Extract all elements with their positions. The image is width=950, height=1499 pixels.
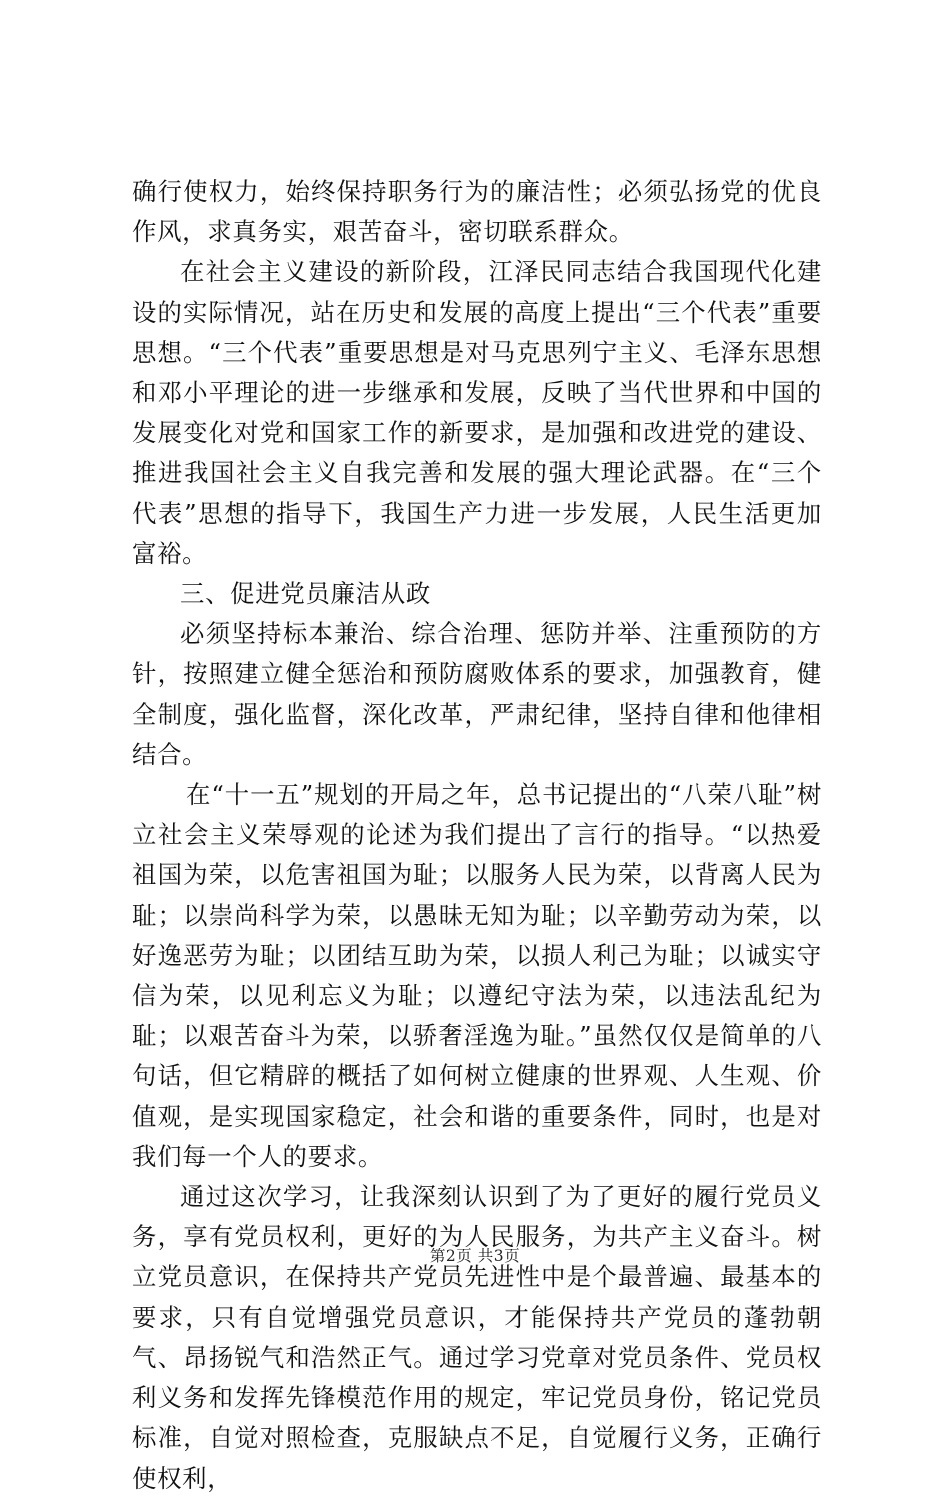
paragraph-anti-corruption: 必须坚持标本兼治、综合治理、惩防并举、注重预防的方针，按照建立健全惩治和预防腐败体系的要求，加强教育，健全制度，强化监督，深化改革，严肃纪律，坚持自律和他律相结合。 [132, 619, 822, 769]
document-body [132, 172, 822, 1499]
page-number-footer: 第2页 共3页 [429, 1247, 521, 1265]
paragraph-continuation: 确行使权力，始终保持职务行为的廉洁性；必须弘扬党的优良作风，求真务实，艰苦奋斗，密切联系群众。 [132, 177, 822, 247]
paragraph-eight-honors: 在“十一五”规划的开局之年，总书记提出的“八荣八耻”树立社会主义荣辱观的论述为我们提出了言行的指导。“以热爱祖国为荣，以危害祖国为耻；以服务人民为荣，以背离人民为耻；以崇尚科学为荣，以愚昧无知为耻；以辛勤劳动为荣，以好逸恶劳为耻；以团结互助为荣，以损人利己为耻；以诚实守信为荣，以见利忘义为耻；以遵纪守法为荣，以违法乱纪为耻；以艰苦奋斗为荣，以骄奢淫逸为耻。”虽然仅仅是简单的八句话，但它精辟的概括了如何树立健康的世界观、人生观、价值观，是实现国家稳定，社会和谐的重要条件，同时，也是对我们每一个人的要求。 [132, 780, 822, 1171]
paragraph-study-reflection: 通过这次学习，让我深刻认识到了为了更好的履行党员义务，享有党员权利，更好的为人民服务，为共产主义奋斗。树立党员意识，在保持共产党员先进性中是个最普遍、最基本的要求，只有自觉增强党员意识，才能保持共产党员的蓬勃朝气、昂扬锐气和浩然正气。通过学习党章对党员条件、党员权利义务和发挥先锋模范作用的规定，牢记党员身份，铭记党员标准，自觉对照检查，克服缺点不足，自觉履行义务，正确行使权利， [132, 1182, 822, 1493]
paragraph-three-represents: 在社会主义建设的新阶段，江泽民同志结合我国现代化建设的实际情况，站在历史和发展的高度上提出“三个代表”重要思想。“三个代表”重要思想是对马克思列宁主义、毛泽东思想和邓小平理论的进一步继承和发展，反映了当代世界和中国的发展变化对党和国家工作的新要求，是加强和改进党的建设、推进我国社会主义自我完善和发展的强大理论武器。在“三个代表”思想的指导下，我国生产力进一步发展，人民生活更加富裕。 [132, 257, 822, 568]
section-heading: 三、促进党员廉洁从政 [180, 579, 431, 609]
